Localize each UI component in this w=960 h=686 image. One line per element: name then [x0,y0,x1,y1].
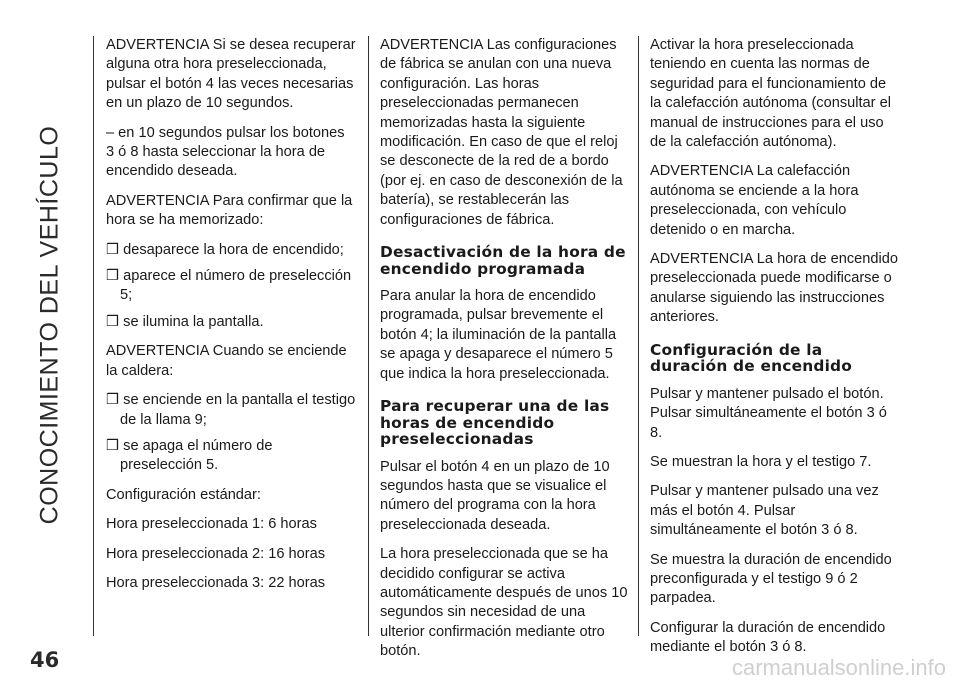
paragraph: ADVERTENCIA La calefacción autónoma se enciende a la hora preseleccionada, con vehículo detenido o en marcha. [650,163,859,238]
text-column-1 [106,36,356,603]
watermark: carmanualsonline.info [731,655,946,680]
checkbox-bullet-icon: ❒ [106,268,120,285]
paragraph: Pulsar y mantener pulsado el botón. Pulsar simultáneamente el botón 3 ó 8. [650,385,887,441]
section-heading: Para recuperar una de las horas de encendido preseleccionadas [380,397,610,449]
page-number: 46 [30,648,60,672]
paragraph: ADVERTENCIA Cuando se enciende la caldera: [106,343,347,379]
paragraph: Pulsar el botón 4 en un plazo de 10 segundos hasta que se visualice el número del programa con la hora preseleccionada deseada. [380,458,610,533]
column-divider [93,36,94,636]
bullet-item: ❒ se enciende en la pantalla el testigo de la llama 9; [106,392,356,428]
paragraph: Hora preseleccionada 3: 22 horas [106,574,326,591]
column-divider [638,36,639,636]
checkbox-bullet-icon: ❒ [106,437,120,454]
paragraph: ADVERTENCIA La hora de encendido preseleccionada puede modificarse o anularse siguiendo las instrucciones anteriores. [650,251,898,326]
bullet-item: ❒ se ilumina la pantalla. [106,313,264,330]
section-title-text: CONOCIMIENTO DEL VEHÍCULO [35,125,64,525]
bullet-item: ❒ se apaga el número de preselección 5. [106,437,273,474]
text-column-3 [650,36,900,668]
paragraph: Se muestran la hora y el testigo 7. [650,453,872,470]
paragraph: Se muestra la duración de encendido preconfigurada y el testigo 9 ó 2 parpadea. [650,551,892,607]
paragraph: Hora preseleccionada 2: 16 horas [106,545,326,562]
text-column-2 [380,36,632,672]
section-heading: Configuración de la duración de encendido [650,340,853,376]
paragraph: Activar la hora preseleccionada teniendo en cuenta las normas de seguridad para el funcionamiento de la calefacción autónoma (consultar el manual de instrucciones para el uso de la calefacción autónoma). [650,37,891,151]
paragraph: Pulsar y mantener pulsado una vez más el botón 4. Pulsar simultáneamente el botón 3 ó 8. [650,483,879,539]
checkbox-bullet-icon: ❒ [106,313,120,330]
paragraph: ADVERTENCIA Para confirmar que la hora se ha memorizado: [106,192,353,229]
section-heading: Desactivación de la hora de encendido programada [380,243,626,278]
column-divider [368,36,369,636]
checkbox-bullet-icon: ❒ [106,392,120,409]
paragraph: Configuración estándar: [106,486,261,503]
paragraph: – en 10 segundos pulsar los botones 3 ó 8 hasta seleccionar la hora de encendido deseada. [106,124,345,180]
paragraph: ADVERTENCIA Si se desea recuperar alguna otra hora preseleccionada, pulsar el botón 4 las veces necesarias en un plazo de 10 segundos. [106,37,356,112]
paragraph: Configurar la duración de encendido mediante el botón 3 ó 8. [650,619,886,656]
bullet-item: ❒ aparece el número de preselección 5; [106,268,352,304]
paragraph: La hora preseleccionada que se ha decidido configurar se activa automáticamente después de unos 10 segundos sin necesidad de una ulterior confirmación mediante otro botón. [380,546,628,660]
paragraph: Para anular la hora de encendido programada, pulsar brevemente el botón 4; la iluminación de la pantalla se apaga y desaparece el número 5 que indica la hora preseleccionada. [380,288,617,382]
bullet-item: ❒ desaparece la hora de encendido; [106,241,344,258]
paragraph: Hora preseleccionada 1: 6 horas [106,516,317,533]
paragraph: ADVERTENCIA Las configuraciones de fábrica se anulan con una nueva configuración. Las horas preseleccionadas permanecen memorizadas hasta la siguiente modificación. En caso de que el reloj se desconecte de la red de a bordo (por ej. en caso de desconexión de la batería), se restablecerán las configuraciones de fábrica. [380,37,623,228]
checkbox-bullet-icon: ❒ [106,241,120,258]
